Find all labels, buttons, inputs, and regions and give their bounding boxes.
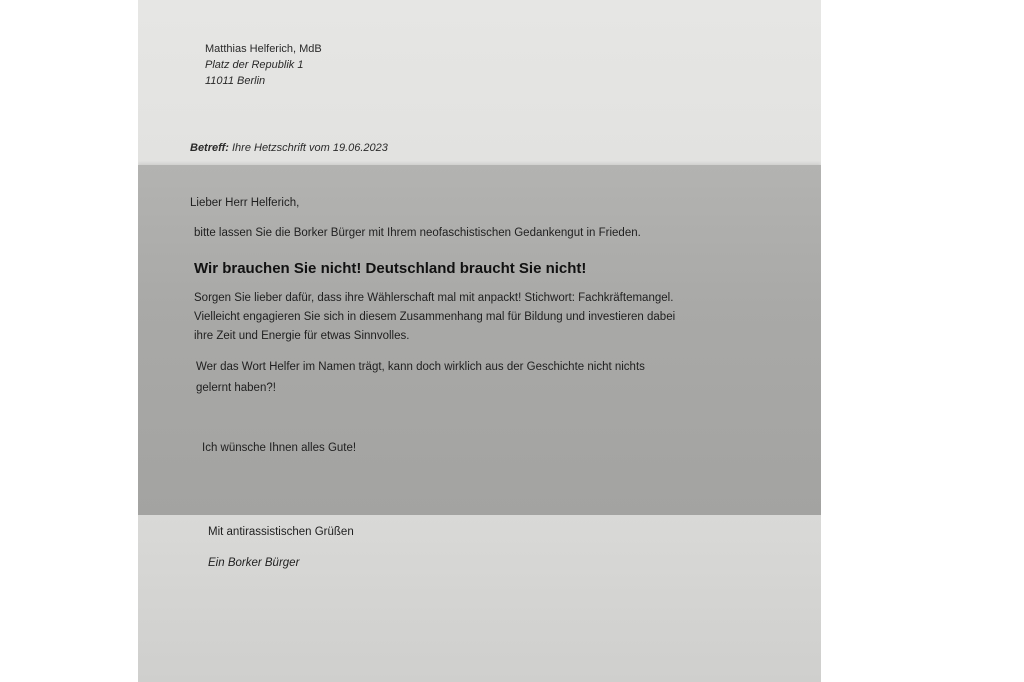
letter-lower-fold <box>138 515 821 682</box>
paragraph-1-line-2: Vielleicht engagieren Sie sich in diesem Zusammenhang mal für Bildung und investieren dabei <box>194 311 676 323</box>
paragraph-1-line-1: Sorgen Sie lieber dafür, dass ihre Wählerschaft mal mit anpackt! Stichwort: Fachkräftemangel. <box>194 292 674 304</box>
paragraph-2-line-2: gelernt haben?! <box>196 382 276 394</box>
subject-text: Ihre Hetzschrift vom 19.06.2023 <box>231 142 388 154</box>
paragraph-1-line-3: ihre Zeit und Energie für etwas Sinnvolles. <box>194 330 410 342</box>
intro-line: bitte lassen Sie die Borker Bürger mit Ihrem neofaschistischen Gedankengut in Frieden. <box>194 227 641 239</box>
salutation: Lieber Herr Helferich, <box>190 197 300 209</box>
closing-line: Mit antirassistischen Grüßen <box>208 526 354 538</box>
recipient-name: Matthias Helferich, MdB <box>205 43 322 55</box>
subject-label: Betreff: <box>190 142 229 154</box>
subject-line <box>190 142 388 154</box>
recipient-city: 11011 Berlin <box>205 75 266 87</box>
signature-line: Ein Borker Bürger <box>208 557 300 569</box>
letter-paper <box>138 0 821 682</box>
wish-line: Ich wünsche Ihnen alles Gute! <box>202 442 357 454</box>
recipient-street: Platz der Republik 1 <box>205 59 304 71</box>
paragraph-2-line-1: Wer das Wort Helfer im Namen trägt, kann doch wirklich aus der Geschichte nicht nichts <box>196 361 645 373</box>
headline: Wir brauchen Sie nicht! Deutschland braucht Sie nicht! <box>194 260 587 277</box>
